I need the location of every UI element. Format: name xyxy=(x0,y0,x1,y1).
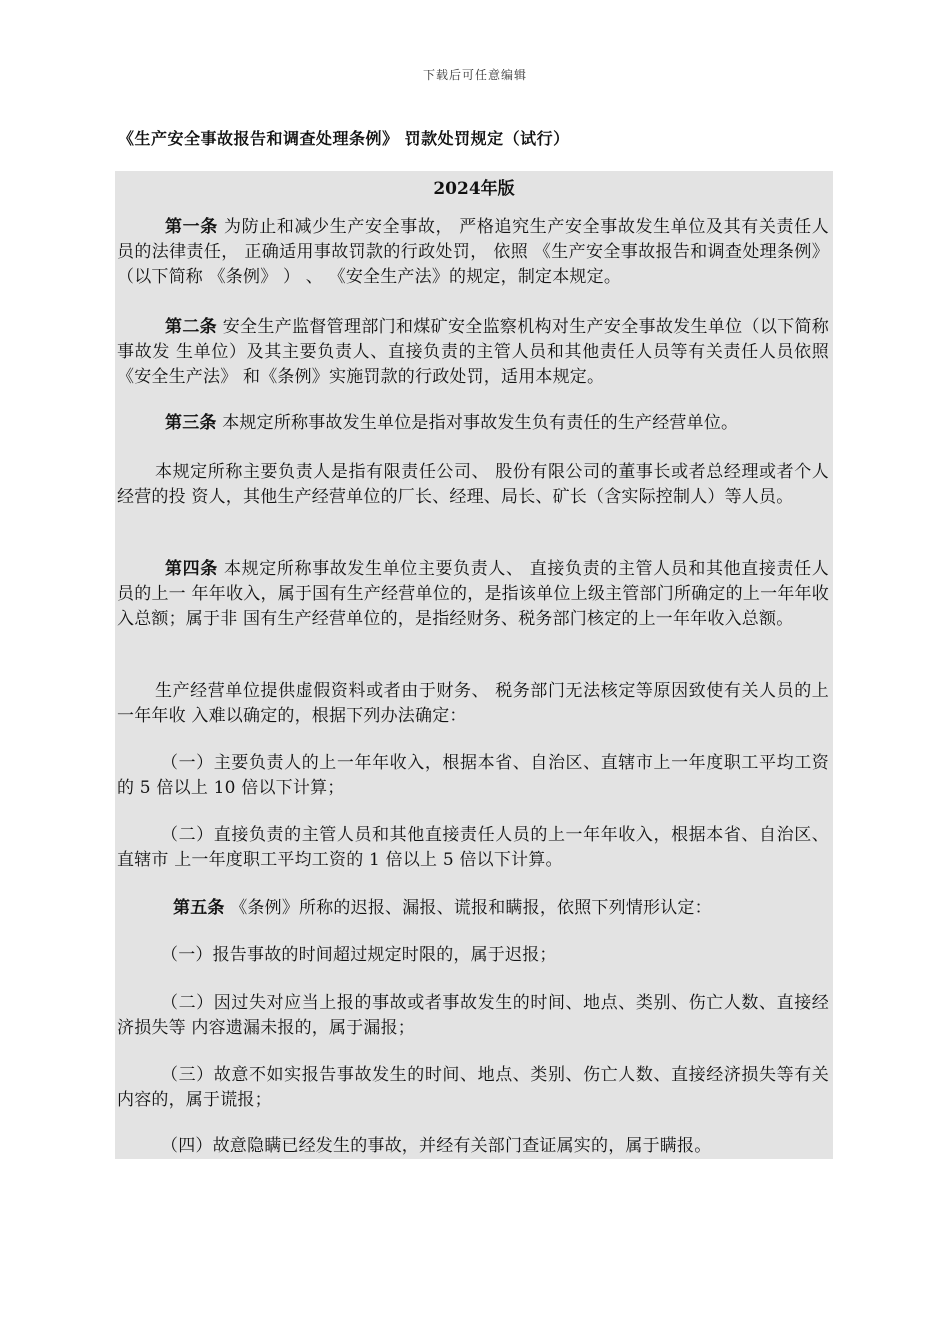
article-heading: 第四条 xyxy=(165,559,218,579)
paragraph-main-responsible xyxy=(117,460,829,510)
document-body xyxy=(115,171,833,1159)
item-text: （三）故意不如实报告事故发生的时间、地点、类别、伤亡人数、直接经济损失等有关内容的，属于谎报； xyxy=(117,1065,829,1110)
item-4-1 xyxy=(117,751,829,801)
article-text: 《条例》所称的迟报、漏报、谎报和瞒报，依照下列情形认定： xyxy=(230,898,712,918)
article-5 xyxy=(117,896,829,921)
article-4 xyxy=(117,557,829,632)
item-text: （二）直接负责的主管人员和其他直接责任人员的上一年年收入，根据本省、自治区、直辖市 上一年度职工平均工资的 1 倍以上 5 倍以下计算。 xyxy=(117,825,829,870)
item-5-1 xyxy=(117,943,829,968)
paragraph-income-method xyxy=(117,679,829,729)
article-heading: 第二条 xyxy=(165,317,217,337)
article-text: 本规定所称事故发生单位是指对事故发生负有责任的生产经营单位。 xyxy=(222,413,739,433)
item-text: （二）因过失对应当上报的事故或者事故发生的时间、地点、类别、伤亡人数、直接经济损失等 内容遗漏未报的，属于漏报； xyxy=(117,993,829,1038)
article-1 xyxy=(117,215,829,290)
paragraph-text: 生产经营单位提供虚假资料或者由于财务、 税务部门无法核定等原因致使有关人员的上一年年收 入难以确定的，根据下列办法确定： xyxy=(117,681,829,726)
item-5-3 xyxy=(117,1063,829,1113)
edition-label: 2024年版 xyxy=(433,179,515,199)
item-text: （一）主要负责人的上一年年收入，根据本省、自治区、直辖市上一年度职工平均工资的 5 倍以上 10 倍以下计算； xyxy=(117,753,829,798)
item-5-4 xyxy=(117,1134,829,1159)
article-text: 本规定所称事故发生单位主要负责人、 直接负责的主管人员和其他直接责任人员的上一 年年收入，属于国有生产经营单位的，是指该单位上级主管部门所确定的上一年年收入总额；属于非 国有生产经营单位的，是指经财务、税务部门核定的上一年年收入总额。 xyxy=(117,559,830,629)
header-note: 下载后可任意编辑 xyxy=(422,68,527,82)
article-heading: 第五条 xyxy=(173,898,225,918)
article-text: 为防止和减少生产安全事故， 严格追究生产安全事故发生单位及其有关责任人员的法律责任， 正确适用事故罚款的行政处罚， 依照 《生产安全事故报告和调查处理条例》 （以下简称 《条例》 ） 、 《安全生产法》的规定，制定本规定。 xyxy=(117,217,830,287)
item-5-2 xyxy=(117,991,829,1041)
document-title: 《生产安全事故报告和调查处理条例》 罚款处罚规定（试行） xyxy=(118,129,570,148)
article-heading: 第一条 xyxy=(165,217,218,237)
item-text: （一）报告事故的时间超过规定时限的，属于迟报； xyxy=(161,945,557,965)
paragraph-text: 本规定所称主要负责人是指有限责任公司、 股份有限公司的董事长或者总经理或者个人经营的投 资人，其他生产经营单位的厂长、经理、局长、矿长（含实际控制人）等人员。 xyxy=(117,462,829,507)
item-4-2 xyxy=(117,823,829,873)
item-text: （四）故意隐瞒已经发生的事故，并经有关部门查证属实的，属于瞒报。 xyxy=(161,1136,712,1156)
article-text: 安全生产监督管理部门和煤矿安全监察机构对生产安全事故发生单位（以下简称事故发 生单位）及其主要负责人、直接负责的主管人员和其他责任人员等有关责任人员依照《安全生产法》 和《条例》实施罚款的行政处罚，适用本规定。 xyxy=(117,317,829,387)
article-heading: 第三条 xyxy=(165,413,217,433)
article-2 xyxy=(117,315,829,390)
article-3 xyxy=(117,411,829,436)
